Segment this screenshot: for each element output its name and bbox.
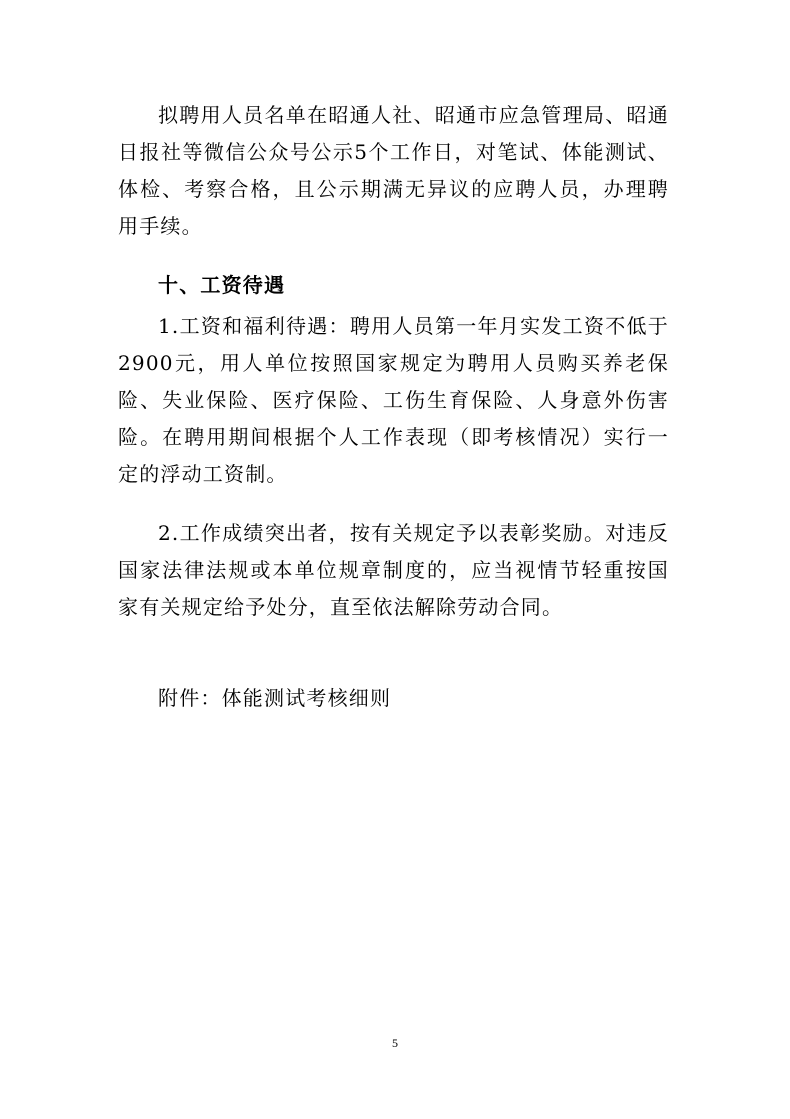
attachment-line: 附件：体能测试考核细则 — [158, 686, 392, 710]
page-number: 5 — [392, 1036, 398, 1050]
section-heading-salary: 十、工资待遇 — [158, 273, 286, 297]
paragraph-salary-benefits: 1.工资和福利待遇：聘用人员第一年月实发工资不低于2900元，用人单位按照国家规定为聘用人员购买养老保险、失业保险、医疗保险、工伤生育保险、人身意外伤害险。在聘用期间根据个人工作表现（即考核情况）实行一定的浮动工资制。 — [118, 314, 669, 486]
paragraph-rewards-penalties: 2.工作成绩突出者，按有关规定予以表彰奖励。对违反国家法律法规或本单位规章制度的，应当视情节轻重按国家有关规定给予处分，直至依法解除劳动合同。 — [118, 521, 669, 619]
paragraph-publicity: 拟聘用人员名单在昭通人社、昭通市应急管理局、昭通日报社等微信公众号公示5个工作日，对笔试、体能测试、体检、考察合格，且公示期满无异议的应聘人员，办理聘用手续。 — [118, 103, 669, 238]
